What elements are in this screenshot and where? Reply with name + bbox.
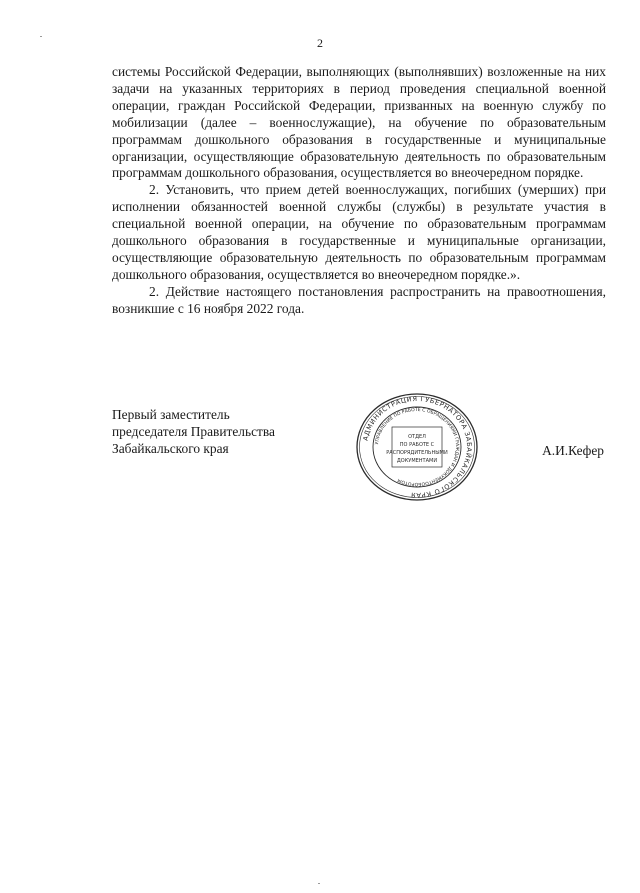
scan-artifact <box>318 883 320 884</box>
official-seal-stamp <box>355 393 479 501</box>
stamp-outer-ring-text: АДМИНИСТРАЦИЯ ГУБЕРНАТОРА ЗАБАЙКАЛЬСКОГО КРАЯ <box>361 394 474 500</box>
paragraph-clause-2: 2. Установить, что прием детей военнослужащих, погибших (умерших) при исполнении обязанностей военной службы (службы) в результате участия в специальной военной операции, на обучение по образовательным программам дошкольного образования в государственные и муниципальные организации, осуществляющие образовательную деятельность по образовательным программам дошкольного образования, осуществляется во внеочередном порядке.». <box>112 182 606 282</box>
position-line: Забайкальского края <box>112 440 229 456</box>
position-line: председателя Правительства <box>112 423 275 439</box>
signatory-position <box>112 407 275 458</box>
document-body <box>112 64 606 318</box>
stamp-center-line: ОТДЕЛ <box>408 434 426 440</box>
position-line: Первый заместитель <box>112 407 230 422</box>
page-number: 2 <box>317 36 323 50</box>
stamp-center-line: ДОКУМЕНТАМИ <box>396 458 438 464</box>
signatory-name: А.И.Кефер <box>542 443 604 458</box>
paragraph-continuation: системы Российской Федерации, выполняющих (выполнявших) возложенные на них задачи на указанных территориях в период проведения специальной военной операции, граждан Российской Федерации, призванных на военную службу по мобилизации (далее – военнослужащие), на обучение по образовательным программам дошкольного образования в государственные и муниципальные организации, осуществляющие образовательную деятельность по образовательным программам дошкольного образования, осуществляется во внеочередном порядке. <box>112 64 606 181</box>
scan-artifact <box>40 36 42 37</box>
stamp-center-line: ПО РАБОТЕ С <box>399 442 435 448</box>
stamp-inner-ring-text: УПРАВЛЕНИЕ ПО РАБОТЕ С ОБРАЩЕНИЯМИ ГРАЖДАН И ДОКУМЕНТООБОРОТОМ <box>375 407 460 487</box>
stamp-center-line: РАСПОРЯДИТЕЛЬНЫМИ <box>386 450 448 456</box>
paragraph-clause-effective-date: 2. Действие настоящего постановления распространить на правоотношения, возникшие с 16 ноября 2022 года. <box>112 283 606 316</box>
